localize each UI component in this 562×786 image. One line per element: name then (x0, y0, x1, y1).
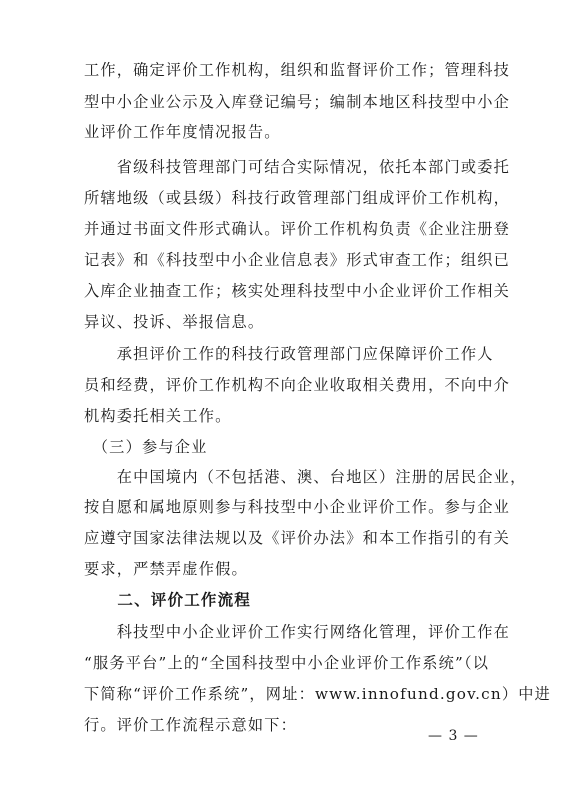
text-line: 记表》和《科技型中小企业信息表》形式审查工作；组织已 (84, 251, 511, 269)
text-line: 科技型中小企业评价工作实行网络化管理，评价工作在 (84, 623, 511, 641)
text-line: 异议、投诉、举报信息。 (84, 313, 265, 331)
section-heading: 二、评价工作流程 (84, 591, 252, 609)
text-line: 入库企业抽查工作；核实处理科技型中小企业评价工作相关 (84, 282, 511, 300)
text-line: 业评价工作年度情况报告。 (84, 123, 281, 141)
text-line: 并通过书面文件形式确认。评价工作机构负责《企业注册登 (84, 220, 511, 238)
text-line: 应遵守国家法律法规以及《评价办法》和本工作指引的有关 (84, 529, 511, 547)
text-line: 工作，确定评价工作机构，组织和监督评价工作；管理科技 (84, 61, 511, 79)
text-line: 行。评价工作流程示意如下： (84, 716, 298, 734)
text-line: 型中小企业公示及入库登记编号；编制本地区科技型中小企 (84, 93, 511, 111)
text-line: 按自愿和属地原则参与科技型中小企业评价工作。参与企业 (84, 498, 511, 516)
text-line: 下简称“评价工作系统”，网址：www.innofund.gov.cn）中进 (84, 685, 552, 703)
text-line: 员和经费，评价工作机构不向企业收取相关费用，不向中介 (84, 376, 511, 394)
text-line: 承担评价工作的科技行政管理部门应保障评价工作人 (84, 345, 494, 363)
text-line: 省级科技管理部门可结合实际情况，依托本部门或委托 (84, 158, 511, 176)
subsection-heading: （三）参与企业 (84, 438, 208, 456)
text-line: 所辖地级（或县级）科技行政管理部门组成评价工作机构， (84, 189, 511, 207)
page-number: — 3 — (428, 728, 479, 744)
text-line: 在中国境内（不包括港、澳、台地区）注册的居民企业， (84, 468, 527, 486)
text-line: 机构委托相关工作。 (84, 407, 232, 425)
text-line: “服务平台”上的“全国科技型中小企业评价工作系统”（以 (84, 654, 490, 672)
text-line: 要求，严禁弄虚作假。 (84, 560, 248, 578)
